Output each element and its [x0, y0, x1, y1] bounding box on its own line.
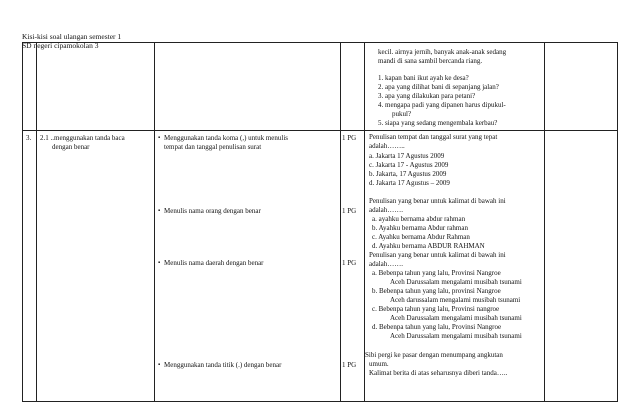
document-header-line1: Kisi-kisi soal ulangan semester 1 [22, 32, 122, 41]
passage-text: kecil. airnya jernih, banyak anak-anak sedang [378, 48, 507, 56]
item-option: Aceh Darussalam mengalami musibah tsunami [390, 332, 522, 340]
item-text: Penulisan tempat dan tanggal surat yang tepat [369, 133, 498, 141]
item-option: b. Jakarta, 17 Agustus 2009 [369, 170, 447, 178]
item-option: Aceh Darussalam mengalami musibah tsunami [390, 278, 522, 286]
item-option: d. Ayahku bernama ABDUR RAHMAN [372, 242, 485, 250]
table-border-right [617, 42, 618, 402]
item-option: c. Jakarta 17 - Agustus 2009 [369, 161, 449, 169]
question-type: 1 PG [342, 259, 357, 267]
item-text: adalah…….. [369, 142, 405, 150]
item-text: umum. [369, 360, 389, 368]
question-item: pukul? [392, 110, 412, 118]
row-number: 3. [26, 134, 32, 142]
question-item: 2. apa yang dilihat bani di sepanjang jalan? [378, 83, 499, 91]
table-border-left [22, 42, 23, 402]
item-text: Penulisan yang benar untuk kalimat di bawah ini [369, 251, 506, 259]
question-type: 1 PG [342, 361, 357, 369]
item-option: a. Jakarta 17 Agustus 2009 [369, 152, 445, 160]
question-item: 3. apa yang dilakukan para petani? [378, 92, 476, 100]
item-option: a. ayahku bernama abdur rahman [372, 215, 466, 223]
item-text: Penulisan yang benar untuk kalimat di bawah ini [369, 197, 506, 205]
item-option: a. Bebenpa tahun yang lalu, Provinsi Nangroe [372, 269, 501, 277]
question-item: 1. kapan bani ikut ayah ke desa? [378, 74, 469, 82]
column-divider [364, 42, 365, 402]
item-option: b. Bebenpa tahun yang lalu, provinsi Nangroe [372, 287, 501, 295]
question-item: 4. mengapa padi yang dipanen harus dipukul- [378, 101, 506, 109]
item-option: d. Bebenpa tahun yang lalu, Provinsi Nangroe [372, 323, 502, 331]
item-text: adalah……. [369, 206, 404, 214]
item-option: Aceh darussalam mengalami musibah tsunami [390, 296, 521, 304]
item-option: Aceh Darussalam mengalami musibah tsunami [390, 314, 522, 322]
column-divider [544, 42, 545, 402]
question-type: 1 PG [342, 134, 357, 142]
item-option: c. Bebenpa tahun yang lalu, Provinsi nangroe [372, 305, 500, 313]
document-header-line2: SD negeri cipamokolan 3 [22, 41, 99, 50]
competency-text: dengan benar [52, 143, 90, 151]
passage-text: mandi di sana sambil bercanda riang. [378, 57, 483, 65]
indicator-item: ▪ Menggunakan tanda koma (,) untuk menulis [164, 134, 288, 143]
competency-text: 2.1 ..menggunakan tanda baca [40, 134, 125, 142]
item-text: Kalimat berita di atas seharusnya diberi tanda….. [369, 369, 508, 377]
item-option: b. Ayahku bernama Abdur rahman [372, 224, 468, 232]
table-border-bottom [22, 401, 618, 402]
column-divider [340, 42, 341, 402]
item-text: Sibi pergi ke pasar dengan menumpang angkutan [365, 351, 503, 359]
item-option: c. Ayahku bernama Abdur Rahman [372, 233, 470, 241]
item-text: adalah……. [369, 260, 404, 268]
question-item: 5. siapa yang sedang mengembala kerbau? [378, 119, 498, 127]
row-divider [22, 130, 618, 131]
question-type: 1 PG [342, 207, 357, 215]
column-divider [154, 42, 155, 402]
grid-table [22, 42, 618, 402]
table-border-top [22, 42, 618, 43]
indicator-item: ▪ Menggunakan tanda titik (.) dengan benar [164, 361, 281, 370]
indicator-item: ▪ Menulis nama orang dengan benar [164, 207, 261, 216]
indicator-item: tempat dan tanggal penulisan surat [164, 143, 262, 151]
indicator-item: ▪ Menulis nama daerah dengan benar [164, 259, 264, 268]
column-divider [36, 42, 37, 402]
item-option: d. Jakarta 17 Agustus – 2009 [369, 179, 450, 187]
